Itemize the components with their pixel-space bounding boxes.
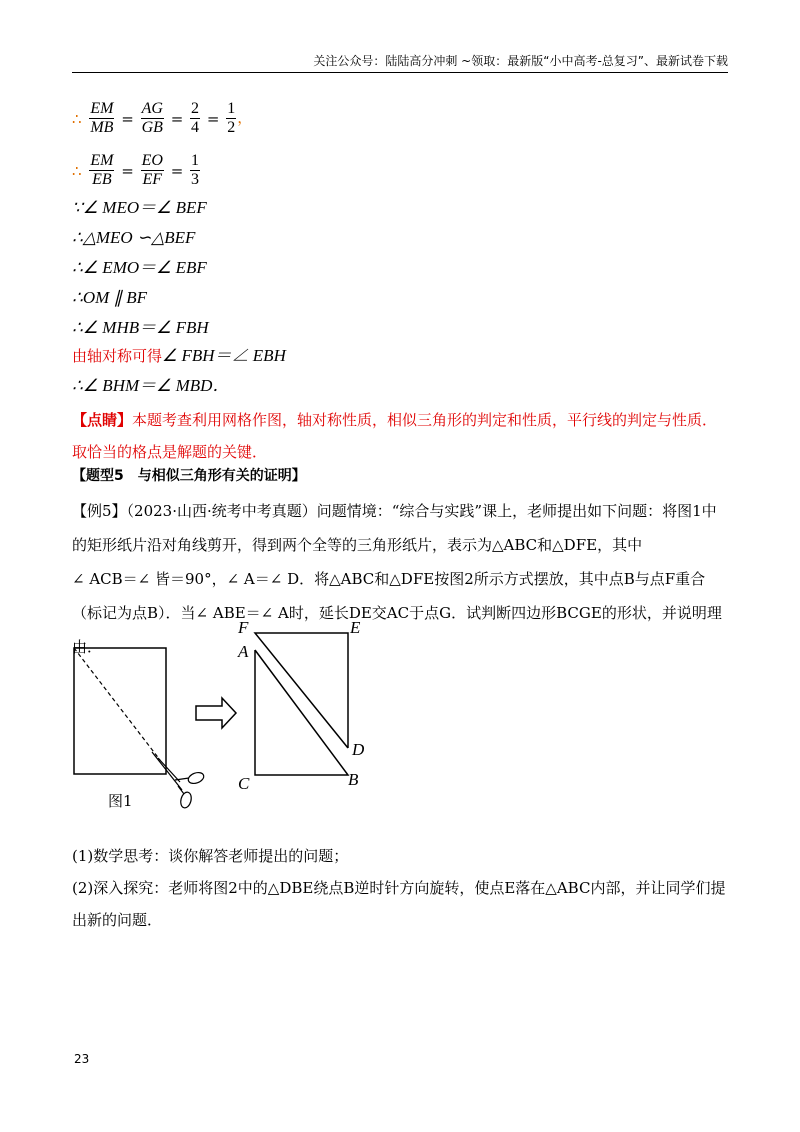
- question-1: (1)数学思考：谈你解答老师提出的问题；: [72, 847, 349, 865]
- scissors-icon: [152, 752, 205, 809]
- proof-line-8: 由轴对称可得∠ FBH＝∠ EBH: [72, 346, 286, 365]
- page-header: 关注公众号：陆陆高分冲刺 ~领取：最新版“小中高考-总复习”、最新试卷下载: [313, 54, 728, 68]
- proof-line-6: ∴OM ∥ BF: [72, 288, 148, 307]
- proof-line-2: ∴ $\frac{EM}{EB}$ = $\frac{EO}{EF}$ = $\frac{1}{3}$: [72, 152, 200, 188]
- fraction: $\frac{EM}{EB}$: [90, 152, 114, 188]
- example-text-2: ∠ ACB＝∠ 皆＝90°，∠ A＝∠ D．将△ABC和△DFE按图2所示方式摆放，其中点B与点F重合（标记为点B）．当∠ ABE＝∠ A时，延长DE交AC于点G．试判断四边形BCGE的形状，并说明理由．: [72, 570, 722, 656]
- axis-symmetry-note: 由轴对称可得: [72, 347, 163, 365]
- section-title: 【题型5 与相似三角形有关的证明】: [72, 468, 306, 484]
- point-label-D: D: [352, 740, 365, 759]
- comment-label: 【点睛】: [72, 411, 133, 429]
- figure-1-caption: 图1: [108, 792, 133, 810]
- fraction: $\frac{2}{4}$: [191, 100, 200, 136]
- proof-line-4: ∴△MEO ∽△BEF: [72, 228, 196, 247]
- proof-line-7: ∴∠ MHB＝∠ FBH: [72, 318, 209, 337]
- comment-text: 本题考查利用网格作图，轴对称性质，相似三角形的判定和性质，平行线的判定与性质．取恰当的格点是解题的关键．: [72, 411, 718, 461]
- example-label: 【例5】: [72, 502, 127, 520]
- page-number: 23: [74, 1052, 90, 1066]
- fraction: $\frac{1}{3}$: [191, 152, 200, 188]
- proof-line-9: ∴∠ BHM＝∠ MBD．: [72, 376, 230, 395]
- point-label-C: C: [238, 774, 250, 793]
- fraction: $\frac{EO}{EF}$: [141, 152, 163, 188]
- therefore-symbol: ∴: [72, 161, 82, 180]
- proof-line-5: ∴∠ EMO＝∠ EBF: [72, 258, 207, 277]
- fig2-triangles: [255, 633, 348, 775]
- question-2: (2)深入探究：老师将图2中的△DBE绕点B逆时针方向旋转，使点E落在△ABC内部，并让同学们提出新的问题．: [72, 879, 726, 929]
- proof-line-3: ∵∠ MEO＝∠ BEF: [72, 198, 207, 217]
- point-label-A: A: [238, 642, 249, 661]
- therefore-symbol: ∴: [72, 109, 82, 128]
- arrow-right-icon: [196, 698, 236, 728]
- proof-line-1: ∴ $\frac{EM}{MB}$ = $\frac{AG}{GB}$ = $\frac{2}{4}$ = $\frac{1}{2}$ ，: [72, 100, 253, 136]
- point-label-B: B: [348, 770, 359, 789]
- example-text-1: （2023·山西·统考中考真题）问题情境：“综合与实践”课上，老师提出如下问题：将图1中的矩形纸片沿对角线剪开，得到两个全等的三角形纸片，表示为△ABC和△DFE，其中: [72, 502, 717, 554]
- fig1-diagonal-cut: [74, 648, 160, 760]
- fraction: $\frac{AG}{GB}$: [141, 100, 163, 136]
- point-label-E: E: [350, 618, 361, 637]
- fraction: $\frac{EM}{MB}$: [90, 100, 114, 136]
- point-label-F: F: [238, 618, 249, 637]
- fraction: $\frac{1}{2}$: [227, 100, 236, 136]
